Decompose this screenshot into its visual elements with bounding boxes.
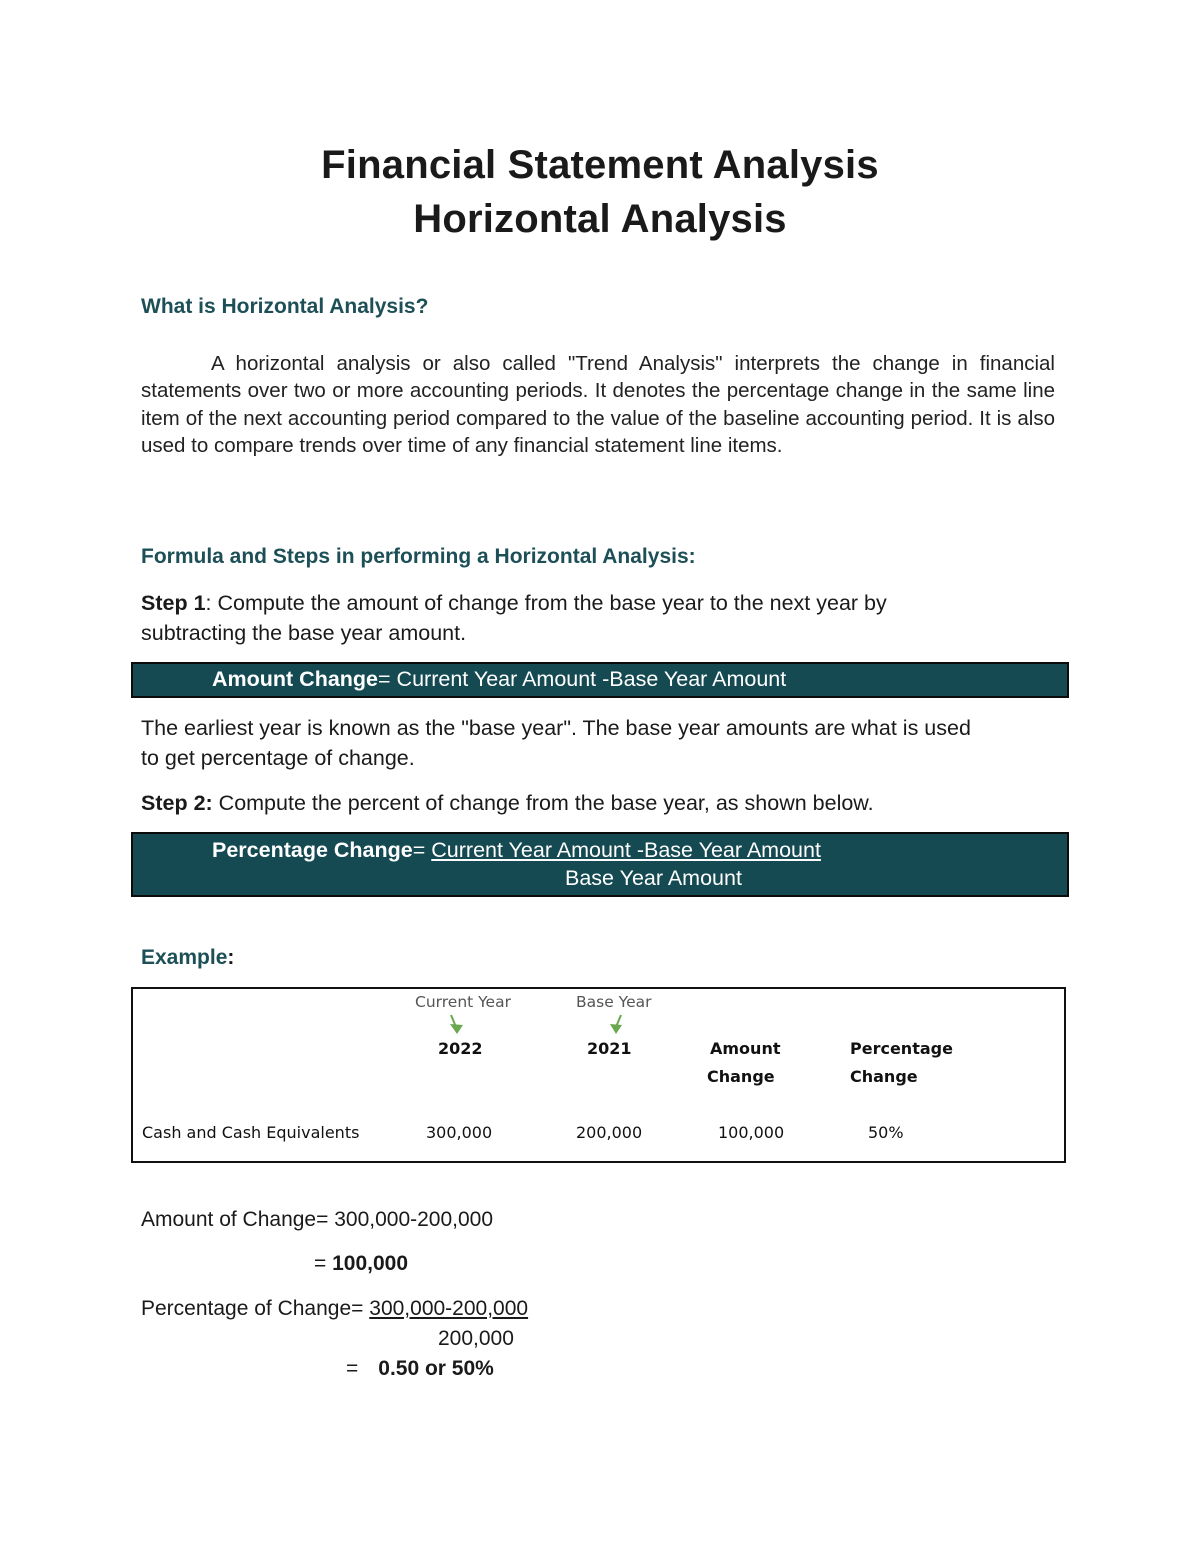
- column-2021-header: 2021: [587, 1039, 632, 1058]
- base-year-arrow-icon: [607, 1013, 627, 1037]
- document-subtitle: Horizontal Analysis: [413, 197, 787, 241]
- column-amount-header-line1: Amount: [710, 1039, 781, 1058]
- cash-2021-value: 200,000: [576, 1123, 643, 1142]
- current-year-label: Current Year: [415, 993, 511, 1011]
- definition-paragraph: A horizontal analysis or also called "Trend Analysis" interprets the change in financial statements over two or more accounting periods. It denotes the percentage change in the same line item of the next accounting period compared to the value of the baseline accounting period. It is also used to compare trends over time of any financial statement line items.: [141, 352, 1055, 457]
- example-heading: [141, 946, 234, 970]
- percentage-of-change-denominator: 200,000: [438, 1327, 514, 1350]
- percentage-result-value: 0.50 or 50%: [378, 1357, 494, 1380]
- amount-result-eq: =: [314, 1252, 333, 1275]
- section-heading-what-is: What is Horizontal Analysis?: [141, 295, 429, 318]
- amount-change-expression: = Current Year Amount -Base Year Amount: [378, 667, 787, 691]
- step1-text: : Compute the amount of change from the base year to the next year by: [205, 591, 887, 615]
- amount-of-change-result-line: [314, 1252, 408, 1276]
- cash-2022-value: 300,000: [426, 1123, 493, 1142]
- percentage-of-change-line: [141, 1297, 528, 1321]
- example-heading-colon: :: [227, 946, 235, 969]
- percentage-change-denominator: Base Year Amount: [565, 866, 742, 890]
- section-heading-formula: Formula and Steps in performing a Horizontal Analysis:: [141, 545, 696, 568]
- column-amount-header-line2: Change: [707, 1067, 775, 1086]
- step2-text: Compute the percent of change from the base year, as shown below.: [212, 791, 874, 815]
- base-year-note-line1: The earliest year is known as the "base year". The base year amounts are what is used: [141, 716, 971, 740]
- percentage-change-numerator: Current Year Amount -Base Year Amount: [431, 838, 821, 862]
- base-year-note-line2: to get percentage of change.: [141, 746, 415, 770]
- step1-label: Step 1: [141, 591, 206, 615]
- row-label-cash: Cash and Cash Equivalents: [142, 1123, 360, 1142]
- base-year-label: Base Year: [576, 993, 652, 1011]
- percentage-of-change-numerator: 300,000-200,000: [369, 1297, 529, 1320]
- current-year-arrow-icon: [448, 1013, 468, 1037]
- cash-amount-change-value: 100,000: [718, 1123, 785, 1142]
- percentage-change-eq: =: [412, 838, 432, 862]
- percentage-of-change-result-line: [346, 1357, 494, 1381]
- column-percentage-header-line1: Percentage: [850, 1039, 953, 1058]
- column-percentage-header-line2: Change: [850, 1067, 918, 1086]
- document-title: Financial Statement Analysis: [321, 143, 879, 187]
- example-table: [131, 987, 1066, 1163]
- percentage-of-change-label: Percentage of Change=: [141, 1297, 370, 1320]
- step2-label: Step 2:: [141, 791, 213, 815]
- step2-line: [141, 788, 874, 818]
- amount-change-formula-box: [131, 662, 1069, 698]
- amount-change-label: Amount Change: [212, 667, 379, 691]
- cash-percentage-change-value: 50%: [868, 1123, 904, 1142]
- step1-line2: subtracting the base year amount.: [141, 621, 467, 645]
- amount-of-change-label: Amount of Change= 300,000-200,000: [141, 1208, 494, 1231]
- percentage-change-formula-box: [131, 832, 1069, 897]
- percentage-result-eq: =: [346, 1357, 359, 1380]
- percentage-change-label: Percentage Change: [212, 838, 413, 862]
- column-2022-header: 2022: [438, 1039, 483, 1058]
- step1-line1: [141, 588, 887, 618]
- example-heading-label: Example: [141, 946, 228, 969]
- amount-result-value: 100,000: [332, 1252, 409, 1275]
